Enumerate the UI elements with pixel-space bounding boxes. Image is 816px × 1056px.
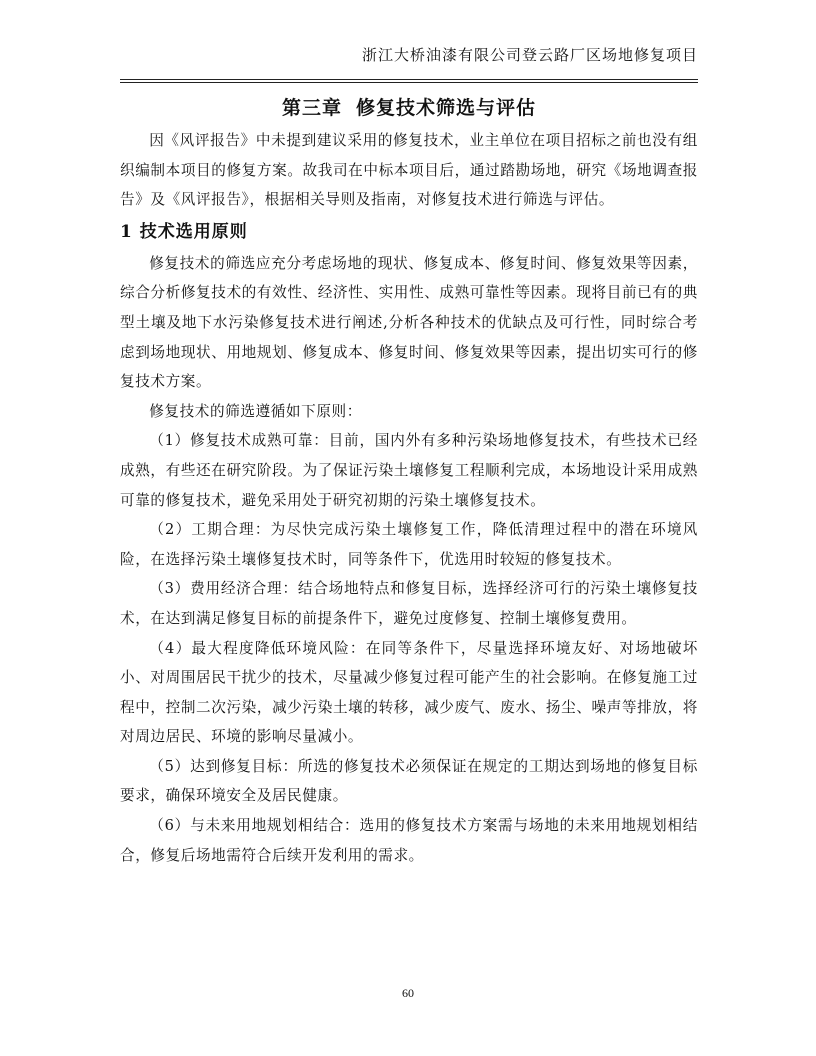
chapter-name: 修复技术筛选与评估 <box>356 97 537 119</box>
page-body <box>120 94 698 870</box>
principle-mature-reliable: （1）修复技术成熟可靠：目前，国内外有多种污染场地修复技术，有些技术已经成熟，有些还在研究阶段。为了保证污染土壤修复工程顺利完成，本场地设计采用成熟可靠的修复技术，避免采用处于研究初期的污染土壤修复技术。 <box>120 432 698 509</box>
paragraph-selection-factors: 修复技术的筛选应充分考虑场地的现状、修复成本、修复时间、修复效果等因素，综合分析修复技术的有效性、经济性、实用性、成熟可靠性等因素。现将目前已有的典型土壤及地下水污染修复技术进行阐述,分析各种技术的优缺点及可行性，同时综合考虑到场地现状、用地规划、修复成本、修复时间、修复效果等因素，提出切实可行的修复技术方案。 <box>120 254 698 391</box>
intro-paragraph: 因《风评报告》中未提到建议采用的修复技术，业主单位在项目招标之前也没有组织编制本项目的修复方案。故我司在中标本项目后，通过踏勘场地，研究《场地调查报告》及《风评报告》，根据相关导则及指南，对修复技术进行筛选与评估。 <box>120 132 698 209</box>
header-divider <box>120 79 698 83</box>
running-header: 浙江大桥油漆有限公司登云路厂区场地修复项目 <box>361 46 698 64</box>
paragraph-principles-intro: 修复技术的筛选遵循如下原则： <box>149 402 362 420</box>
principle-reasonable-schedule: （2）工期合理：为尽快完成污染土壤修复工作，降低清理过程中的潜在环境风险，在选择污染土壤修复技术时，同等条件下，优选用时较短的修复技术。 <box>120 521 698 568</box>
chapter-number: 第三章 <box>281 97 342 119</box>
principle-land-use-planning: （6）与未来用地规划相结合：选用的修复技术方案需与场地的未来用地规划相结合，修复后场地需符合后续开发利用的需求。 <box>120 817 698 864</box>
chapter-title <box>120 94 698 122</box>
principle-achieve-target: （5）达到修复目标：所选的修复技术必须保证在规定的工期达到场地的修复目标要求，确保环境安全及居民健康。 <box>120 757 698 805</box>
section-title: 1 技术选用原则 <box>120 221 248 242</box>
page-number: 60 <box>402 986 414 1000</box>
principle-economic-cost: （3）费用经济合理：结合场地特点和修复目标，选择经济可行的污染土壤修复技术，在达到满足修复目标的前提条件下，避免过度修复、控制土壤修复费用。 <box>120 580 698 627</box>
principle-minimize-risk: （4）最大程度降低环境风险：在同等条件下，尽量选择环境友好、对场地破坏小、对周围居民干扰少的技术，尽量减少修复过程可能产生的社会影响。在修复施工过程中，控制二次污染，减少污染土壤的转移，减少废气、废水、扬尘、噪声等排放，将对周边居民、环境的影响尽量减小。 <box>120 639 698 746</box>
